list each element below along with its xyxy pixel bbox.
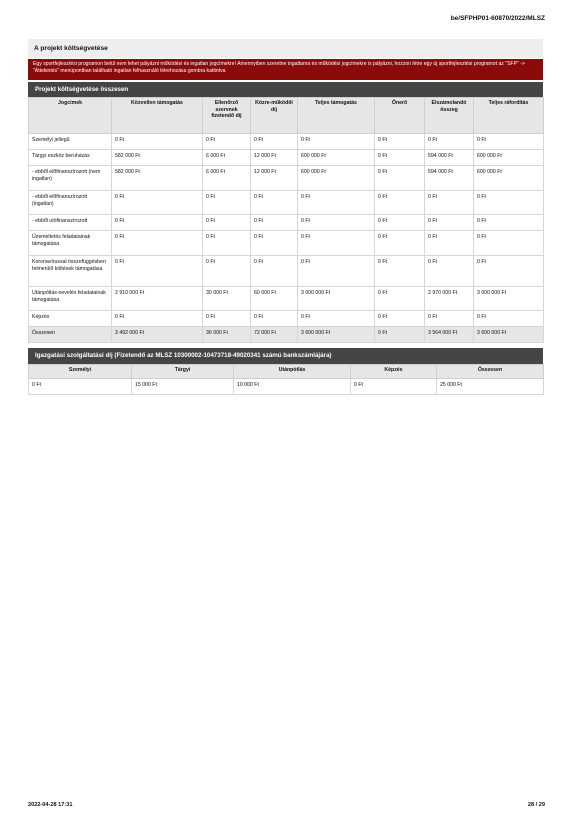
- table-cell: 594 000 Ft: [425, 150, 474, 166]
- table-cell: 0 Ft: [425, 231, 474, 256]
- fee-table-title: Igazgatási szolgáltatási díj (Fizetendő az MLSZ 10300002-10473718-49020341 számú bankszámlájára): [28, 348, 543, 364]
- table-cell: 15 000 Ft: [132, 379, 234, 395]
- table-cell: 0 Ft: [375, 215, 425, 231]
- table-cell: 0 Ft: [203, 191, 251, 215]
- row-label: Személyi jellegű: [29, 134, 112, 150]
- column-header: Ellenőrző szervnek fizetendő díj: [203, 98, 251, 134]
- table-cell: 0 Ft: [298, 215, 375, 231]
- column-header: Jogcímek: [29, 98, 112, 134]
- document-reference: be/SFPHP01-60870/2022/MLSZ: [450, 15, 545, 22]
- table-cell: 25 000 Ft: [437, 379, 544, 395]
- table-row: [29, 379, 544, 395]
- table-cell: 0 Ft: [251, 256, 298, 287]
- column-header: Összesen: [437, 365, 544, 379]
- table-cell: 0 Ft: [298, 191, 375, 215]
- table-cell: 0 Ft: [112, 311, 203, 327]
- table-cell: 0 Ft: [251, 311, 298, 327]
- column-header: Elszámolandó összeg: [425, 98, 474, 134]
- total-row: [29, 327, 544, 343]
- budget-table-title: Projekt költségvetése összesen: [28, 82, 543, 97]
- table-row: [29, 287, 544, 311]
- table-row: [29, 191, 544, 215]
- table-cell: 0 Ft: [375, 311, 425, 327]
- table-cell: 3 492 000 Ft: [112, 327, 203, 343]
- table-cell: 10 000 Ft: [234, 379, 351, 395]
- column-header: Személyi: [29, 365, 132, 379]
- table-cell: 0 Ft: [112, 134, 203, 150]
- table-cell: 600 000 Ft: [298, 166, 375, 191]
- row-label: Koronavírussal összefüggésben felmerülő költések támogatása: [29, 256, 112, 287]
- table-cell: 2 970 000 Ft: [425, 287, 474, 311]
- row-label: Üzemeltetés feladatainak támogatása: [29, 231, 112, 256]
- table-cell: 0 Ft: [203, 215, 251, 231]
- table-row: [29, 256, 544, 287]
- table-cell: 0 Ft: [474, 134, 544, 150]
- table-cell: 600 000 Ft: [474, 166, 544, 191]
- table-cell: 0 Ft: [251, 231, 298, 256]
- column-header: Közre-működői díj: [251, 98, 298, 134]
- column-header: Teljes támogatás: [298, 98, 375, 134]
- row-label: Utánpótlás-nevelés feladatainak támogatása: [29, 287, 112, 311]
- table-cell: 0 Ft: [425, 311, 474, 327]
- table-cell: 0 Ft: [298, 311, 375, 327]
- footer-datetime: 2022-04-28 17:31: [28, 802, 73, 808]
- table-cell: 6 000 Ft: [203, 166, 251, 191]
- table-cell: 0 Ft: [375, 256, 425, 287]
- table-cell: 0 Ft: [474, 256, 544, 287]
- row-label: Képzés: [29, 311, 112, 327]
- column-header: Tárgyi: [132, 365, 234, 379]
- table-cell: 600 000 Ft: [474, 150, 544, 166]
- table-cell: 3 564 000 Ft: [425, 327, 474, 343]
- table-cell: 0 Ft: [425, 134, 474, 150]
- table-cell: 3 000 000 Ft: [474, 287, 544, 311]
- table-cell: 12 000 Ft: [251, 166, 298, 191]
- row-label: - ebből előfinanszírozott (nem ingatlan): [29, 166, 112, 191]
- table-cell: 0 Ft: [474, 191, 544, 215]
- table-row: [29, 166, 544, 191]
- table-cell: 0 Ft: [298, 134, 375, 150]
- column-header: Közvetlen támogatás: [112, 98, 203, 134]
- budget-table: [28, 97, 544, 343]
- budget-header-row: [29, 98, 544, 134]
- column-header: Utánpótlás: [234, 365, 351, 379]
- table-cell: 72 000 Ft: [251, 327, 298, 343]
- table-cell: 0 Ft: [425, 256, 474, 287]
- table-cell: 2 910 000 Ft: [112, 287, 203, 311]
- table-cell: 0 Ft: [203, 231, 251, 256]
- table-cell: 0 Ft: [375, 191, 425, 215]
- table-cell: 0 Ft: [375, 134, 425, 150]
- table-row: [29, 231, 544, 256]
- table-cell: 0 Ft: [251, 191, 298, 215]
- row-label: - ebből utófinanszírozott: [29, 215, 112, 231]
- fee-header-row: [29, 365, 544, 379]
- table-cell: 0 Ft: [112, 215, 203, 231]
- column-header: Önerő: [375, 98, 425, 134]
- column-header: Képzés: [351, 365, 437, 379]
- table-cell: 0 Ft: [203, 134, 251, 150]
- table-cell: 3 600 000 Ft: [474, 327, 544, 343]
- table-cell: 0 Ft: [112, 191, 203, 215]
- section-title: A projekt költségvetése: [28, 39, 543, 58]
- table-cell: 0 Ft: [375, 166, 425, 191]
- table-cell: 0 Ft: [375, 327, 425, 343]
- row-label: - ebből előfinanszírozott (ingatlan): [29, 191, 112, 215]
- table-cell: 6 000 Ft: [203, 150, 251, 166]
- table-cell: 12 000 Ft: [251, 150, 298, 166]
- row-label: Tárgyi eszköz beruházás: [29, 150, 112, 166]
- table-cell: 600 000 Ft: [298, 150, 375, 166]
- table-row: [29, 311, 544, 327]
- table-cell: 0 Ft: [425, 215, 474, 231]
- column-header: Teljes ráfordítás: [474, 98, 544, 134]
- table-cell: 3 000 000 Ft: [298, 287, 375, 311]
- table-cell: 0 Ft: [203, 256, 251, 287]
- table-cell: 0 Ft: [251, 134, 298, 150]
- page-number: 28 / 29: [527, 802, 545, 808]
- warning-notice: Egy sportfejlesztési programon belül nem lehet pályázni működési és ingatlan jogcímekre! Amennyiben szeretne ingatlanra és működési jogcímekre is pályázni, hozzon létre egy új sportfejlesztési programot az "SFP" -> "Áttekintés" menüpontban található ingatlan felhasználó létrehozása gombra kattintva: [28, 59, 543, 80]
- table-cell: 60 000 Ft: [251, 287, 298, 311]
- table-cell: 0 Ft: [474, 311, 544, 327]
- table-cell: 0 Ft: [375, 150, 425, 166]
- table-row: [29, 215, 544, 231]
- table-cell: 0 Ft: [351, 379, 437, 395]
- table-cell: 0 Ft: [29, 379, 132, 395]
- table-cell: 0 Ft: [375, 287, 425, 311]
- table-cell: 0 Ft: [203, 311, 251, 327]
- table-cell: 0 Ft: [298, 231, 375, 256]
- row-label: Összesen: [29, 327, 112, 343]
- table-cell: 0 Ft: [298, 256, 375, 287]
- table-cell: 594 000 Ft: [425, 166, 474, 191]
- table-cell: 0 Ft: [375, 231, 425, 256]
- table-cell: 0 Ft: [251, 215, 298, 231]
- table-cell: 30 000 Ft: [203, 287, 251, 311]
- fee-table: [28, 364, 544, 395]
- table-cell: 0 Ft: [474, 215, 544, 231]
- table-cell: 0 Ft: [425, 191, 474, 215]
- table-row: [29, 150, 544, 166]
- table-cell: 3 600 000 Ft: [298, 327, 375, 343]
- table-cell: 0 Ft: [474, 231, 544, 256]
- table-cell: 0 Ft: [112, 256, 203, 287]
- table-row: [29, 134, 544, 150]
- table-cell: 0 Ft: [112, 231, 203, 256]
- table-cell: 582 000 Ft: [112, 166, 203, 191]
- table-cell: 582 000 Ft: [112, 150, 203, 166]
- table-cell: 36 000 Ft: [203, 327, 251, 343]
